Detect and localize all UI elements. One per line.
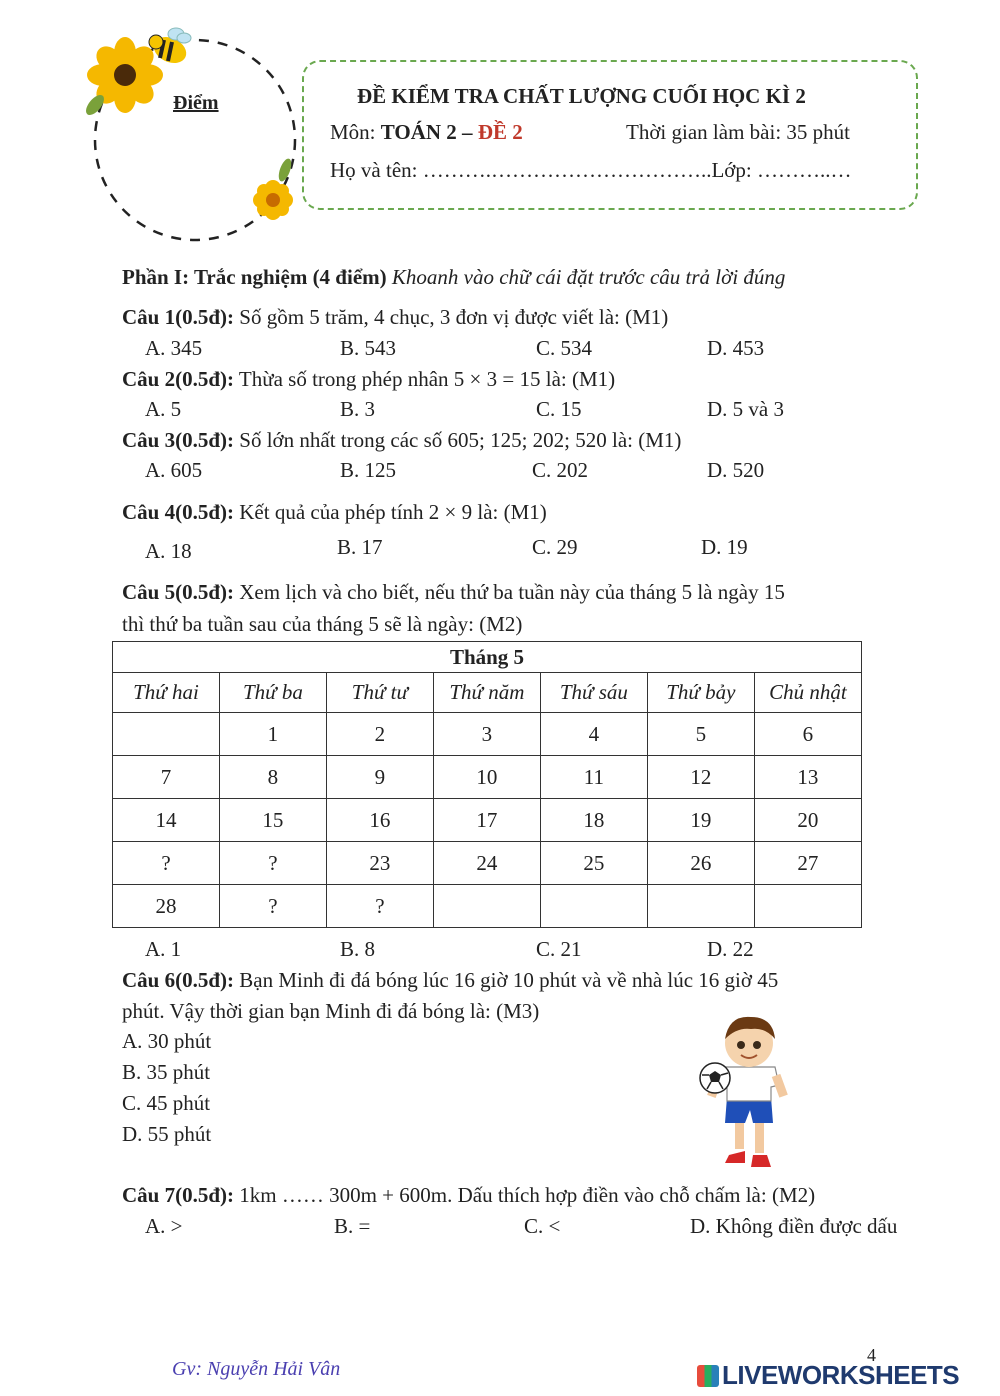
option-a[interactable]: A. 1 xyxy=(145,937,182,961)
subject-prefix: Môn: xyxy=(330,120,381,144)
calendar-cell: 15 xyxy=(219,799,326,842)
sunflower-icon xyxy=(83,37,163,118)
calendar-cell: 25 xyxy=(540,842,647,885)
option-d[interactable]: D. Không điền được dấu xyxy=(690,1214,898,1238)
subject-code: ĐỀ 2 xyxy=(477,120,523,144)
small-flower-icon xyxy=(253,157,294,220)
exam-title: ĐỀ KIỂM TRA CHẤT LƯỢNG CUỐI HỌC KÌ 2 xyxy=(357,84,806,108)
calendar-cell: 2 xyxy=(326,713,433,756)
calendar-cell: 3 xyxy=(433,713,540,756)
option-a[interactable]: A. 18 xyxy=(145,539,192,563)
option-b[interactable]: B. 543 xyxy=(340,336,397,360)
calendar-row xyxy=(113,756,862,799)
question-label: Câu 2(0.5đ): xyxy=(122,367,235,391)
soccer-boy-illustration xyxy=(695,1005,795,1170)
part1-heading xyxy=(122,265,785,290)
calendar-cell: ? xyxy=(219,842,326,885)
score-circle-decoration xyxy=(80,20,310,255)
bee-icon xyxy=(149,28,191,68)
option-d[interactable]: D. 22 xyxy=(707,937,754,961)
calendar-row xyxy=(113,713,862,756)
day-header: Thứ sáu xyxy=(540,673,647,713)
author-signature: Gv: Nguyễn Hải Vân xyxy=(172,1358,341,1380)
question-text: Kết quả của phép tính 2 × 9 là: (M1) xyxy=(234,500,547,524)
question-6 xyxy=(122,968,778,993)
option-d[interactable]: D. 453 xyxy=(707,336,765,360)
calendar-cell: 19 xyxy=(647,799,754,842)
question-4 xyxy=(122,500,547,525)
question-5 xyxy=(122,580,785,605)
day-header: Thứ bảy xyxy=(647,673,754,713)
calendar-row xyxy=(113,885,862,928)
day-header: Thứ tư xyxy=(326,673,433,713)
calendar-cell: 7 xyxy=(113,756,220,799)
calendar-cell: 14 xyxy=(113,799,220,842)
option-b[interactable]: B. 125 xyxy=(340,458,397,482)
calendar-cell xyxy=(754,885,861,928)
calendar-table xyxy=(112,641,862,928)
option-c[interactable]: C. < xyxy=(524,1214,561,1238)
option-a[interactable]: A. 5 xyxy=(145,397,182,421)
calendar-cell: ? xyxy=(326,885,433,928)
subject-line xyxy=(330,120,523,145)
calendar-cell: 9 xyxy=(326,756,433,799)
question-label: Câu 6(0.5đ): xyxy=(122,968,235,992)
calendar-cell: 26 xyxy=(647,842,754,885)
option-a[interactable]: A. > xyxy=(145,1214,183,1238)
calendar-row xyxy=(113,842,862,885)
day-header: Thứ năm xyxy=(433,673,540,713)
calendar-cell xyxy=(113,713,220,756)
question-label: Câu 7(0.5đ): xyxy=(122,1183,235,1207)
day-header: Thứ ba xyxy=(219,673,326,713)
question-label: Câu 1(0.5đ): xyxy=(122,305,235,329)
option-a[interactable]: A. 345 xyxy=(145,336,203,360)
option-c[interactable]: C. 15 xyxy=(536,397,582,421)
option-b[interactable]: B. = xyxy=(334,1214,371,1238)
option-d[interactable]: D. 520 xyxy=(707,458,765,482)
calendar-cell: 24 xyxy=(433,842,540,885)
question-text: Xem lịch và cho biết, nếu thứ ba tuần này của tháng 5 là ngày 15 xyxy=(234,580,785,604)
calendar-cell: 12 xyxy=(647,756,754,799)
option-d[interactable]: D. 55 phút xyxy=(122,1122,212,1146)
liveworksheets-icon xyxy=(697,1365,719,1387)
question-label: Câu 3(0.5đ): xyxy=(122,428,235,452)
question-5-line2: thì thứ ba tuần sau của tháng 5 sẽ là ngày: (M2) xyxy=(122,612,523,636)
question-text: 1km …… 300m + 600m. Dấu thích hợp điền vào chỗ chấm là: (M2) xyxy=(234,1183,816,1207)
name-class-line[interactable]: Họ và tên: ……….…………………………..Lớp: ………..… xyxy=(330,158,852,182)
calendar-row xyxy=(113,799,862,842)
question-text: Số gồm 5 trăm, 4 chục, 3 đơn vị được viết là: (M1) xyxy=(234,305,669,329)
soccer-ball-icon xyxy=(700,1063,730,1093)
calendar-cell: 13 xyxy=(754,756,861,799)
option-b[interactable]: B. 17 xyxy=(337,535,383,559)
part1-label: Phần I: Trắc nghiệm (4 điểm) xyxy=(122,265,387,289)
question-2 xyxy=(122,367,615,392)
calendar-month: Tháng 5 xyxy=(113,642,862,673)
option-b[interactable]: B. 35 phút xyxy=(122,1060,211,1084)
question-3 xyxy=(122,428,681,453)
day-header: Chủ nhật xyxy=(754,673,861,713)
brand-name: LIVEWORKSHEETS xyxy=(722,1360,960,1390)
option-d[interactable]: D. 5 và 3 xyxy=(707,397,784,421)
option-b[interactable]: B. 3 xyxy=(340,397,376,421)
calendar-cell: ? xyxy=(219,885,326,928)
calendar-cell: 18 xyxy=(540,799,647,842)
calendar-cell xyxy=(433,885,540,928)
subject-main: TOÁN 2 – xyxy=(380,120,478,144)
question-label: Câu 5(0.5đ): xyxy=(122,580,235,604)
option-a[interactable]: A. 605 xyxy=(145,458,203,482)
calendar-cell: 28 xyxy=(113,885,220,928)
option-c[interactable]: C. 21 xyxy=(536,937,582,961)
calendar-cell: 20 xyxy=(754,799,861,842)
calendar-cell xyxy=(647,885,754,928)
question-text: Số lớn nhất trong các số 605; 125; 202; 520 là: (M1) xyxy=(234,428,682,452)
calendar-cell: 10 xyxy=(433,756,540,799)
calendar-cell: 27 xyxy=(754,842,861,885)
calendar-cell xyxy=(540,885,647,928)
option-d[interactable]: D. 19 xyxy=(701,535,748,559)
liveworksheets-logo[interactable] xyxy=(697,1360,959,1391)
calendar-cell: 16 xyxy=(326,799,433,842)
calendar-cell: 23 xyxy=(326,842,433,885)
option-c[interactable]: C. 29 xyxy=(532,535,578,559)
option-c[interactable]: C. 45 phút xyxy=(122,1091,211,1115)
question-6-line2: phút. Vậy thời gian bạn Minh đi đá bóng là: (M3) xyxy=(122,999,540,1023)
calendar-cell: 5 xyxy=(647,713,754,756)
question-7 xyxy=(122,1183,815,1208)
time-text: Thời gian làm bài: 35 phút xyxy=(626,120,850,144)
question-text: Thừa số trong phép nhân 5 × 3 = 15 là: (M1) xyxy=(234,367,616,391)
option-c[interactable]: C. 202 xyxy=(532,458,589,482)
question-label: Câu 4(0.5đ): xyxy=(122,500,235,524)
calendar-cell: 17 xyxy=(433,799,540,842)
calendar-cell: 11 xyxy=(540,756,647,799)
calendar-cell: 6 xyxy=(754,713,861,756)
score-label: Điểm xyxy=(173,92,219,114)
option-b[interactable]: B. 8 xyxy=(340,937,376,961)
day-header: Thứ hai xyxy=(113,673,220,713)
calendar-cell: ? xyxy=(113,842,220,885)
option-c[interactable]: C. 534 xyxy=(536,336,593,360)
question-1 xyxy=(122,305,668,330)
option-a[interactable]: A. 30 phút xyxy=(122,1029,212,1053)
calendar-cell: 1 xyxy=(219,713,326,756)
page-number: 4 xyxy=(867,1345,876,1365)
part1-instruction: Khoanh vào chữ cái đặt trước câu trả lời đúng xyxy=(386,265,786,289)
question-text: Bạn Minh đi đá bóng lúc 16 giờ 10 phút và về nhà lúc 16 giờ 45 xyxy=(234,968,779,992)
calendar-cell: 4 xyxy=(540,713,647,756)
calendar-cell: 8 xyxy=(219,756,326,799)
